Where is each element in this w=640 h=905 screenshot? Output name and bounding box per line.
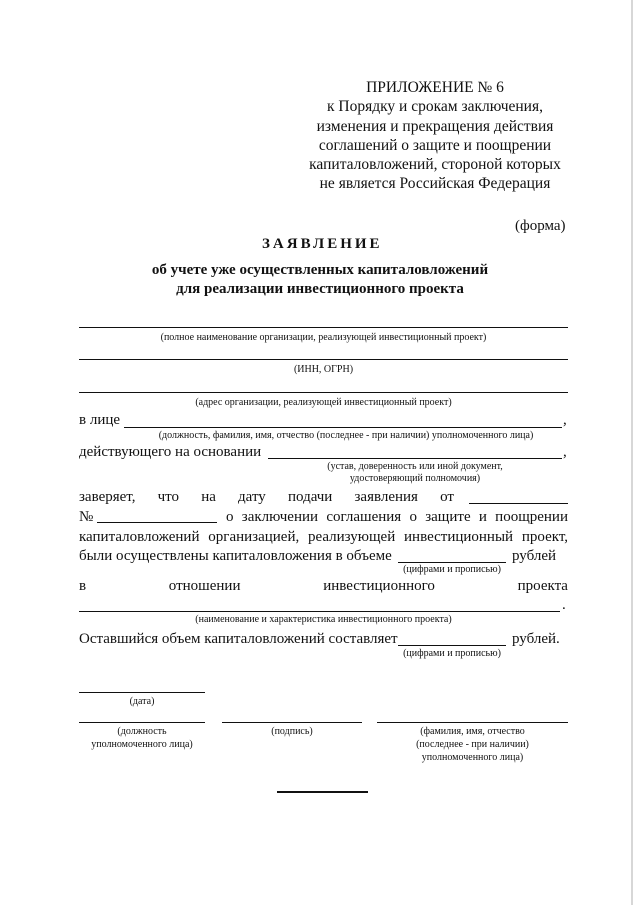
certifies-word: заверяет,: [79, 489, 136, 505]
inn-ogrn-caption: (ИНН, ОГРН): [293, 364, 354, 375]
regard-line: [79, 578, 568, 595]
period: .: [562, 597, 566, 613]
inn-ogrn-field[interactable]: [79, 359, 568, 360]
basis-field[interactable]: [268, 458, 562, 459]
signing-date-field[interactable]: [79, 692, 205, 693]
fio-caption: (последнее - при наличии): [416, 739, 529, 750]
form-label: (форма): [515, 218, 566, 234]
appendix-line: соглашений о защите и поощрении: [318, 136, 552, 154]
document-title: ЗАЯВЛЕНИЕ: [262, 236, 383, 252]
body-line: капиталовложений организацией, реализующей инвестиционный проект,: [79, 529, 568, 545]
appendix-header: [300, 78, 570, 194]
project-caption: (наименование и характеристика инвестиционного проекта): [195, 614, 452, 625]
remaining-amount-caption: (цифрами и прописью): [403, 648, 501, 659]
amount-caption: (цифрами и прописью): [403, 564, 501, 575]
regard-word: в: [79, 578, 87, 594]
agreement-text: о заключении соглашения о защите и поощрении: [226, 509, 568, 525]
certifies-word: подачи: [287, 489, 333, 505]
certifies-line: [79, 489, 454, 506]
fio-caption: (фамилия, имя, отчество: [420, 726, 525, 737]
certifies-word: от: [440, 489, 454, 505]
regard-word: отношении: [168, 578, 241, 594]
address-field[interactable]: [79, 392, 568, 393]
appendix-line: ПРИЛОЖЕНИЕ № 6: [366, 79, 504, 96]
address-caption: (адрес организации, реализующей инвестиционный проект): [195, 397, 452, 408]
number-sign: №: [79, 509, 94, 525]
agreement-number-field[interactable]: [97, 522, 217, 523]
basis-caption: удостоверяющий полномочия): [349, 473, 481, 484]
fio-field[interactable]: [377, 722, 568, 723]
regard-word: проекта: [517, 578, 568, 594]
org-name-caption: (полное наименование организации, реализующей инвестиционный проект): [160, 332, 487, 343]
subtitle-line: для реализации инвестиционного проекта: [176, 281, 464, 297]
in-person-label: в лице: [79, 412, 121, 428]
regard-word: инвестиционного: [323, 578, 435, 594]
comma: ,: [563, 444, 567, 460]
certifies-word: заявления: [354, 489, 418, 505]
signature-caption: (подпись): [271, 726, 313, 737]
body-line: были осуществлены капиталовложения в объеме: [79, 548, 392, 564]
date-caption: (дата): [129, 696, 155, 707]
appendix-line: к Порядку и срокам заключения,: [327, 98, 543, 116]
certifies-word: дату: [238, 489, 266, 505]
appendix-line: не является Российская Федерация: [319, 175, 551, 193]
signature-field[interactable]: [222, 722, 362, 723]
person-caption: (должность, фамилия, имя, отчество (последнее - при наличии) уполномоченного лица): [158, 430, 534, 441]
certifies-word: что: [157, 489, 180, 505]
acting-label: действующего на основании: [79, 444, 262, 460]
comma: ,: [563, 412, 567, 428]
remaining-label: Оставшийся объем капиталовложений составляет: [79, 631, 398, 647]
person-field[interactable]: [124, 427, 562, 428]
remaining-amount-field[interactable]: [398, 645, 506, 646]
date-field[interactable]: [469, 503, 568, 504]
subtitle-line: об учете уже осуществленных капиталовложений: [151, 262, 489, 278]
appendix-line: изменения и прекращения действия: [316, 117, 554, 135]
amount-field[interactable]: [398, 562, 506, 563]
appendix-line: капиталовложений, стороной которых: [309, 156, 561, 174]
position-caption: (должность: [117, 726, 167, 737]
rubles-label: рублей: [512, 548, 557, 564]
project-field[interactable]: [79, 611, 560, 612]
fio-caption: уполномоченного лица): [421, 752, 524, 763]
position-caption: уполномоченного лица): [91, 739, 193, 750]
certifies-word: на: [201, 489, 216, 505]
org-name-field[interactable]: [79, 327, 568, 328]
page-edge: [631, 0, 633, 905]
rubles-label: рублей.: [512, 631, 560, 647]
position-field[interactable]: [79, 722, 205, 723]
end-separator: [277, 791, 368, 793]
basis-caption: (устав, доверенность или иной документ,: [327, 461, 503, 472]
